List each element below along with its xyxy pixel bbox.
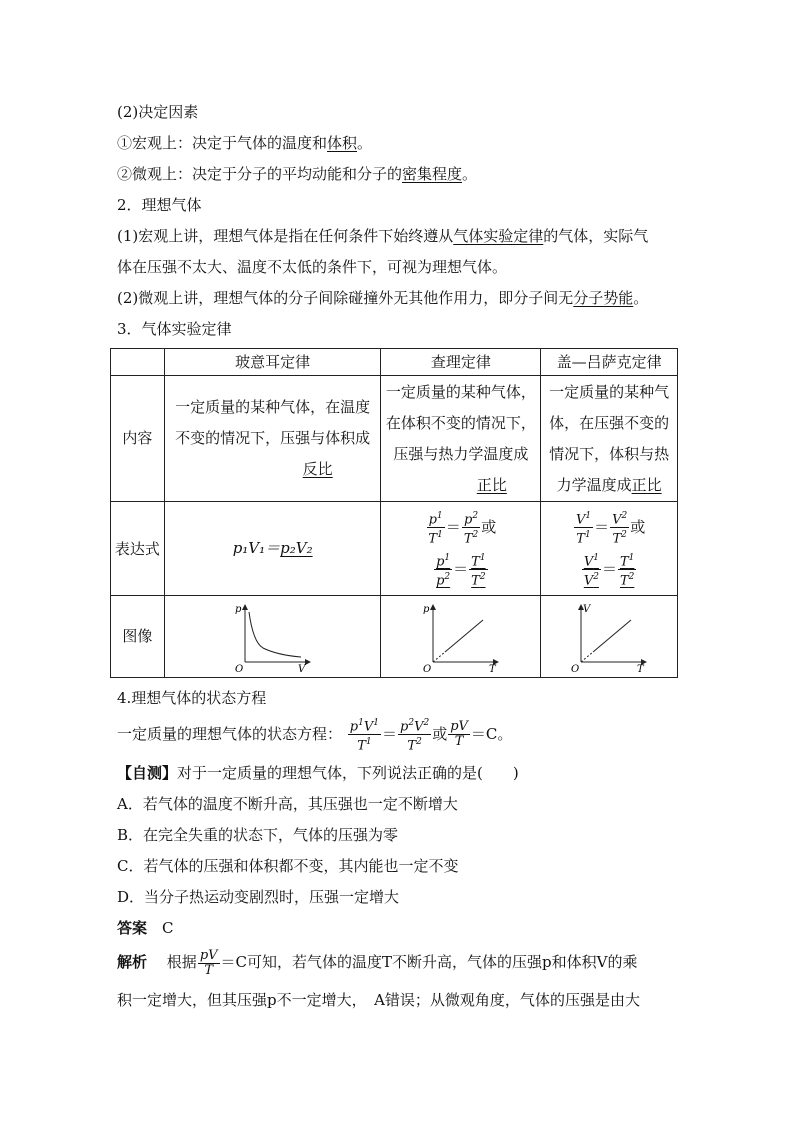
line-ideal-micro: [117, 288, 648, 308]
boyle-content: 一定质量的某种气体，在温度不变的情况下，压强与体积成: [175, 398, 371, 447]
answer-volume: 体积: [327, 134, 358, 152]
text: 的气体，实际气: [543, 227, 649, 245]
line-micro: [117, 164, 477, 184]
line-macro: [117, 133, 372, 153]
gay-content: 一定质量的某种气体，在压强不变的情况下，体积与热力学温度成: [549, 382, 670, 494]
text: ＝C可知，若气体的温度T不断升高，气体的压强p和体积V的乘: [220, 953, 638, 971]
gay-vt-graph: [569, 602, 649, 672]
fraction: $\frac{T^1}{T^2}$: [471, 552, 486, 589]
fraction: $\frac{p^2}{T^2}$: [463, 510, 479, 547]
gay-expression: [541, 502, 678, 596]
boyle-pv-graph: [233, 602, 313, 672]
eq: ＝: [453, 559, 469, 578]
fraction: $\frac{p^1}{p^2}$: [436, 552, 451, 589]
text: 。: [357, 134, 373, 152]
answer-label: 答案: [117, 919, 148, 937]
table-header: 盖—吕萨克定律: [541, 349, 678, 376]
axis-y-label: p: [422, 603, 430, 615]
axis-x-label: V: [297, 663, 305, 672]
fraction: $\frac{p^1}{T^1}$: [428, 510, 443, 547]
text: 一定质量的理想气体的状态方程：: [117, 724, 343, 743]
quiz-tag: 【自测】: [117, 764, 178, 782]
heading-state-equation: 4.理想气体的状态方程: [117, 689, 267, 707]
quiz-question: [117, 763, 519, 783]
origin-label: O: [234, 663, 243, 672]
fraction: $\frac{V^1}{V^2}$: [583, 552, 599, 589]
quiz-option-c: C．若气体的压强和体积都不变，其内能也一定不变: [117, 857, 459, 875]
fraction: $\frac{V^1}{T^1}$: [575, 510, 592, 547]
text: (1)宏观上讲，理想气体是指在任何条件下始终遵从: [117, 227, 454, 245]
gay-answer: 正比: [631, 475, 662, 494]
row-label: 表达式: [111, 502, 165, 596]
axis-x-label: T: [637, 663, 644, 672]
boyle-answer: 反比: [302, 460, 333, 478]
quiz-option-d: D．当分子热运动变剧烈时，压强一定增大: [117, 888, 400, 906]
axis-y-label: V: [583, 603, 591, 615]
fraction: $\frac{pV}{T}$: [450, 719, 468, 750]
line-decision-factors: (2)决定因素: [117, 103, 199, 121]
eq: ＝: [445, 517, 461, 536]
origin-label: O: [422, 663, 432, 672]
table-header-row: [111, 349, 678, 376]
quiz-option-b: B．在完全失重的状态下，气体的压强为零: [117, 826, 399, 844]
row-label: 图像: [111, 596, 165, 678]
quiz-option-a: A．若气体的温度不断升高，其压强也一定不断增大: [117, 795, 458, 813]
expr-right: p₂V₂: [280, 539, 313, 557]
text: ①宏观上：决定于气体的温度和: [117, 134, 328, 152]
table-header: 查理定律: [381, 349, 541, 376]
eq: ＝: [594, 517, 610, 536]
charles-pt-graph: [421, 602, 501, 672]
charles-content: 一定质量的某种气体，在体积不变的情况下，压强与热力学温度成: [385, 382, 536, 463]
axis-y-label: p: [234, 603, 242, 615]
boyle-graph-cell: [164, 596, 381, 678]
table-header: [111, 349, 165, 376]
text: (2)微观上讲，理想气体的分子间除碰撞外无其他作用力，即分子间无: [117, 289, 574, 307]
analysis-label: 解析: [117, 953, 148, 971]
answer-potential: 分子势能: [573, 289, 634, 307]
text: ②微观上：决定于分子的平均动能和分子的: [117, 165, 403, 183]
origin-label: O: [571, 663, 580, 672]
text: ＝C。: [470, 724, 513, 743]
gay-content-cell: [541, 376, 678, 502]
answer-value: C: [162, 919, 174, 937]
heading-gas-laws: 3．气体实验定律: [117, 320, 232, 338]
fraction: $\frac{p^2V^2}{T^2}$: [400, 718, 430, 754]
table-row-content: [111, 376, 678, 502]
or: 或: [481, 517, 497, 536]
gay-graph-cell: [541, 596, 678, 678]
boyle-content-cell: [164, 376, 381, 502]
table-header: 玻意耳定律: [164, 349, 381, 376]
line-ideal-macro-cont: 体在压强不太大、温度不太低的条件下，可视为理想气体。: [117, 258, 508, 276]
table-row-graph: [111, 596, 678, 678]
expr-left: p₁V₁＝: [232, 539, 281, 557]
charles-graph-cell: [381, 596, 541, 678]
quiz-question-text: 对于一定质量的理想气体，下列说法正确的是( ): [177, 764, 519, 782]
charles-expression: [381, 502, 541, 596]
quiz-answer: [117, 918, 174, 938]
fraction: $\frac{T^1}{T^2}$: [619, 552, 635, 589]
table-row-expression: [111, 502, 678, 596]
text: 。: [633, 289, 649, 307]
answer-density: 密集程度: [402, 165, 463, 183]
line-ideal-macro: [117, 226, 648, 246]
text: 。: [462, 165, 478, 183]
fraction: $\frac{V^2}{T^2}$: [612, 510, 628, 547]
gas-laws-table: [110, 348, 678, 678]
or: 或: [630, 517, 646, 536]
boyle-expression: [164, 502, 381, 596]
fraction: $\frac{p^1V^1}{T^1}$: [349, 718, 379, 754]
axis-x-label: T: [488, 663, 496, 672]
eq: ＝: [601, 559, 617, 578]
quiz-analysis: [117, 945, 637, 979]
charles-answer: 正比: [476, 475, 507, 494]
row-label: 内容: [111, 376, 165, 502]
charles-content-cell: [381, 376, 541, 502]
line-state-equation: 一定质量的理想气体的状态方程： $\frac{p^1V^1}{T^1}$ ＝ $\frac{p^2V^2}{T^2}$ 或 $\frac{pV}{T}$ ＝C。: [117, 718, 513, 754]
quiz-analysis-line2: 积一定增大，但其压强p不一定增大， A错误；从微观角度，气体的压强是由大: [117, 991, 640, 1009]
fraction: $\frac{pV}{T}$: [199, 947, 218, 978]
text: 根据: [166, 953, 197, 971]
heading-ideal-gas: 2．理想气体: [117, 196, 202, 214]
answer-gas-law: 气体实验定律: [453, 227, 544, 245]
